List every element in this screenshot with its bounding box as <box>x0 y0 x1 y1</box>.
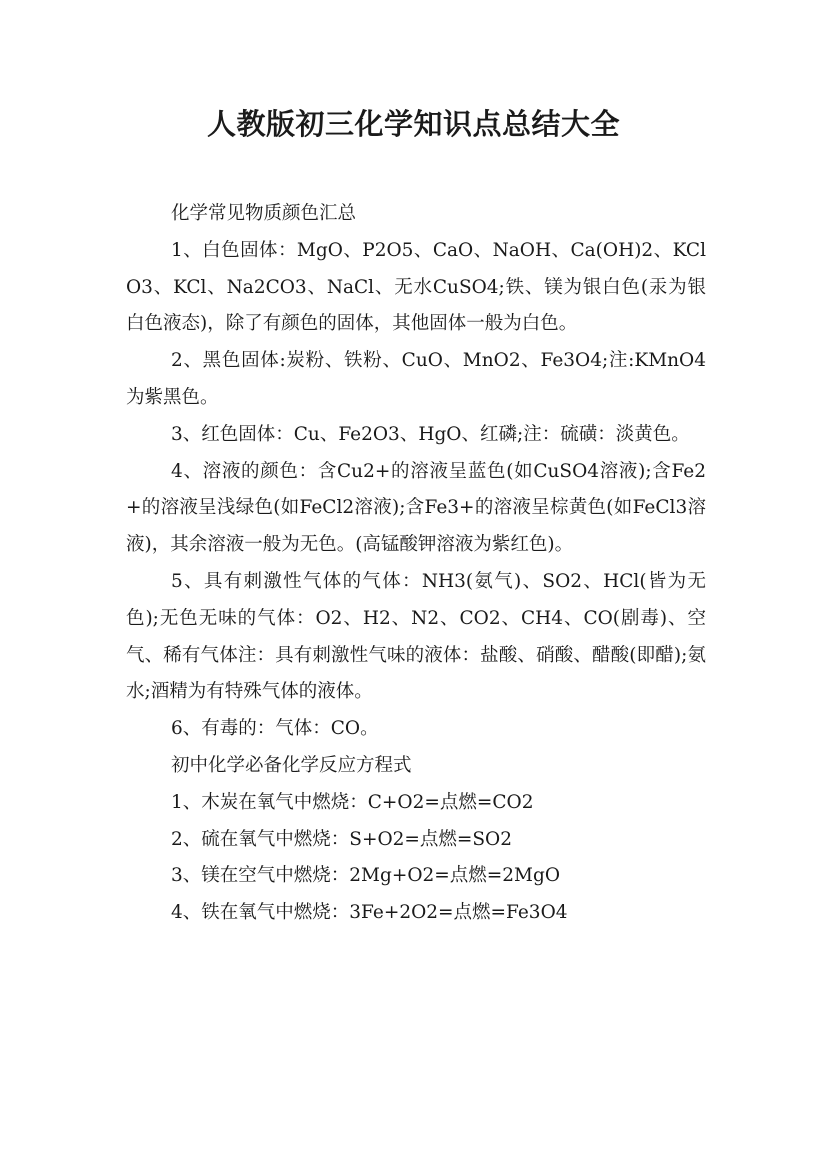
paragraph-red-solids: 3、红色固体：Cu、Fe2O3、HgO、红磷;注：硫磺：淡黄色。 <box>171 423 690 445</box>
paragraph-black-solids: 2、黑色固体:炭粉、铁粉、CuO、MnO2、Fe3O4;注:KMnO4为紫黑色。 <box>126 350 706 408</box>
equation-item: 4、铁在氧气中燃烧：3Fe+2O2=点燃=Fe3O4 <box>171 902 568 924</box>
document-title: 人教版初三化学知识点总结大全 <box>206 107 620 141</box>
paragraph-solution-colors: 4、溶液的颜色：含Cu2+的溶液呈蓝色(如CuSO4溶液);含Fe2+的溶液呈浅绿色(如FeCl2溶液);含Fe3+的溶液呈棕黄色(如FeCl3溶液)，其余溶液一般为无色。(高锰酸钾溶液为紫红色)。 <box>126 460 706 556</box>
paragraph-gases: 5、具有刺激性气体的气体：NH3(氨气)、SO2、HCl(皆为无色);无色无味的气体：O2、H2、N2、CO2、CH4、CO(剧毒)、空气、稀有气体注：具有刺激性气味的液体：盐酸、硝酸、醋酸(即醋);氨水;酒精为有特殊气体的液体。 <box>126 570 706 703</box>
paragraph-toxic: 6、有毒的：气体：CO。 <box>171 718 379 740</box>
equation-item: 2、硫在氧气中燃烧：S+O2=点燃=SO2 <box>171 828 512 850</box>
section-heading-equations: 初中化学必备化学反应方程式 <box>171 754 412 776</box>
equation-item: 3、镁在空气中燃烧：2Mg+O2=点燃=2MgO <box>171 865 560 887</box>
equation-item: 1、木炭在氧气中燃烧：C+O2=点燃=CO2 <box>171 791 534 813</box>
section-heading-colors: 化学常见物质颜色汇总 <box>171 203 357 224</box>
document-body <box>126 196 706 932</box>
paragraph-white-solids: 1、白色固体：MgO、P2O5、CaO、NaOH、Ca(OH)2、KClO3、KCl、Na2CO3、NaCl、无水CuSO4;铁、镁为银白色(汞为银白色液态)，除了有颜色的固体，其他固体一般为白色。 <box>126 239 706 335</box>
